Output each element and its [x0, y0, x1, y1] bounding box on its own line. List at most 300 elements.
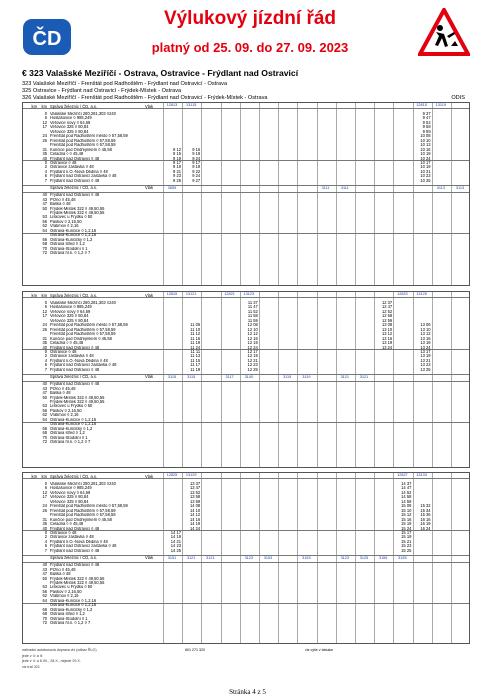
station-name: Frenštát pod Radhoštěm ¤ 57,58,59 — [50, 513, 116, 518]
row-km: 17 — [42, 124, 47, 130]
time-cell: 9 15 — [173, 151, 181, 157]
time-cell: 10 21 — [420, 168, 431, 174]
time-cell: 14 19 — [170, 534, 181, 540]
time-cell: 9 17 — [173, 159, 181, 165]
line-title: € 323 Valašské Meziříčí - Ostrava, Ostravice - Frýdlant nad Ostravicí — [22, 68, 299, 78]
time-cell: 13 58 — [189, 494, 201, 500]
row-km: 2 — [44, 353, 47, 359]
station-name: Baška ¤ 48 — [50, 202, 71, 207]
train-number: 3115 — [167, 375, 177, 380]
time-cell: 13 23 — [420, 362, 431, 368]
row-km: 64 — [42, 416, 47, 422]
row-km: 62 — [42, 412, 47, 418]
station-name: Ostrava-Kunčice ¤ 1,2,16 — [50, 417, 97, 422]
row-km: 47 — [42, 390, 47, 396]
time-cell: 15 36 — [420, 512, 431, 518]
station-name: Frenštát pod Radhoštěm ¤ 57,58,59 — [50, 138, 116, 143]
time-cell: 15 25 — [401, 547, 412, 553]
time-cell: 13 19 — [420, 353, 431, 359]
station-name: Frýdlant n.O.-Nová Dědina ¤ 48 — [50, 539, 108, 544]
time-cell: 10 25 — [420, 177, 431, 183]
time-cell: 15 17 — [401, 529, 412, 535]
station-name: Veřovice nový ¤ 64,69 — [50, 120, 91, 125]
row-km: 66 — [42, 606, 47, 612]
row-km: 53 — [42, 403, 47, 409]
time-cell: 11 52 — [247, 308, 258, 314]
footer-note: náhradní autobusová doprava viz (odkaz ŘLO) — [22, 648, 97, 652]
station-name: Frenštát pod Radhoštěm město ¤ 57,58,59 — [50, 134, 128, 139]
train-number: 3153 — [263, 556, 273, 561]
time-cell: 11 13 — [190, 353, 201, 359]
train-number: 12825 — [166, 473, 178, 478]
station-name: Paskov ¤ 2,16,50 — [50, 219, 82, 224]
train-number: 13123 — [243, 292, 255, 297]
station-name: Ostrava-Kunčice ¤ 1,2,16 — [50, 598, 97, 603]
km-header: km — [31, 292, 37, 298]
station-name: Ostravice ¤ 48 — [50, 160, 77, 165]
time-cell: 13 12 — [381, 331, 393, 337]
km2-header: km — [41, 473, 47, 479]
time-cell: 14 52 — [401, 489, 412, 495]
row-km: 0 — [44, 300, 47, 305]
row-km: 47 — [42, 201, 47, 207]
station-name: Ostrava střed ¤ 1,2 — [50, 242, 85, 247]
row-km: 70 — [42, 615, 47, 621]
train-number: 3113 — [455, 186, 465, 191]
row-km: 68 — [42, 241, 47, 247]
km2-header: km — [41, 292, 47, 298]
train-number: 3119 — [283, 375, 292, 380]
time-cell: 11 24 — [190, 344, 201, 350]
operator-header: Správa železnic / ČD, a.s. — [50, 103, 98, 109]
station-name: Pržno ¤ 45,48 — [50, 386, 76, 391]
row-km: 31 — [42, 516, 47, 522]
time-cell: 11 59 — [247, 317, 258, 323]
station-name: Ostrava střed ¤ 1,2 — [50, 612, 85, 617]
row-km: 72 — [42, 439, 47, 445]
station-name: Frýdlant n.O.-Nová Dědina ¤ 48 — [50, 169, 108, 174]
row-km: 7 — [44, 177, 47, 183]
time-cell: 13 10 — [381, 326, 393, 332]
time-cell: 10 24 — [420, 155, 431, 161]
row-km: 4 — [44, 357, 47, 363]
train-number: 3155 — [398, 556, 407, 561]
time-cell: 9 52 — [422, 119, 431, 125]
time-cell: 13 19 — [420, 340, 431, 346]
train-header: Vlak — [145, 292, 153, 298]
time-cell: 9 27 — [192, 177, 201, 183]
station-name: Kunčice pod Ondřejníkem ¤ 45,58 — [50, 517, 112, 522]
row-km: 50 — [42, 394, 47, 400]
row-km: 24 — [42, 322, 47, 328]
station-name: Ostrava-Kunčičky ¤ 1,2 — [50, 607, 93, 612]
station-name: Frýdek-Místek 322 ¤ 49,50,55 — [50, 206, 105, 211]
time-cell: 14 58 — [401, 494, 412, 500]
row-km: 43 — [42, 566, 47, 572]
page-header — [0, 0, 495, 66]
time-cell: 10 10 — [420, 137, 431, 143]
train-number: 3111 — [321, 186, 330, 191]
time-cell: 9 23 — [173, 173, 181, 179]
station-name: Pržno ¤ 45,48 — [50, 197, 76, 202]
station-name: Frenštát pod Radhoštěm ¤ 57,58,59 — [50, 332, 116, 337]
km-header: km — [31, 103, 37, 109]
table-header-row — [23, 556, 469, 560]
timetable-block-3 — [22, 472, 470, 644]
row-km: 72 — [42, 620, 47, 626]
time-cell: 10 08 — [420, 133, 431, 139]
station-name: Frýdlant nad Ostravicí zastávka ¤ 48 — [50, 363, 117, 368]
time-cell: 15 16 — [401, 516, 412, 522]
station-name: Ostravice ¤ 48 — [50, 530, 77, 535]
row-km: 7 — [44, 366, 47, 372]
time-cell: 12 23 — [247, 362, 258, 368]
train-header: Vlak — [145, 473, 153, 479]
row-km: 68 — [42, 430, 47, 436]
station-name: Frýdek-Místek 322 ¤ 49,50,55 — [50, 395, 105, 400]
time-cell: 13 16 — [420, 335, 431, 341]
time-cell: 14 17 — [170, 529, 181, 535]
station-name: Veřovice 325 ¤ 80,84 — [50, 125, 89, 130]
page-subtitle: platný od 25. 09. do 27. 09. 2023 — [151, 40, 349, 55]
time-cell: 12 25 — [247, 366, 258, 372]
route-line: 323 Valašské Meziříčí - Frenštát pod Radhoštěm - Frýdlant nad Ostravicí - Ostrava — [22, 81, 228, 87]
train-number: 3121 — [359, 375, 369, 380]
row-km: 62 — [42, 223, 47, 229]
train-number: 13125 — [416, 292, 427, 297]
station-name: Valašské Meziříčí 280,281,303 ¤240 — [50, 482, 116, 486]
time-cell: 12 19 — [247, 353, 258, 359]
km2-header: km — [41, 103, 47, 109]
time-cell: 9 12 — [173, 146, 181, 152]
station-name: Lískovec u Frýdku ¤ 50 — [50, 404, 93, 409]
time-cell: 12 52 — [381, 308, 393, 314]
time-cell: 12 58 — [381, 313, 393, 319]
time-cell: 13 24 — [381, 344, 393, 350]
time-cell: 14 23 — [170, 543, 181, 549]
row-km: 40 — [42, 381, 47, 387]
row-km: 2 — [44, 534, 47, 540]
station-name: Ostrava-Stodolní ¤ 1 — [50, 435, 88, 440]
train-number: 3111 — [340, 186, 349, 191]
station-name: Veřovice 325 ¤ 80,84 — [50, 318, 89, 323]
row-km: 26 — [42, 507, 47, 513]
time-cell: 9 16 — [192, 146, 201, 152]
row-km: 12 — [42, 119, 47, 125]
station-name: Frýdlant nad Ostravicí zastávka ¤ 48 — [50, 544, 117, 549]
row-km: 6 — [44, 304, 47, 310]
time-cell: 13 06 — [420, 322, 431, 328]
station-name: Frýdlant nad Ostravicí ¤ 48 — [50, 345, 100, 350]
row-km: 12 — [42, 489, 47, 495]
row-km: 31 — [42, 146, 47, 152]
station-name: Ostrava-Stodolní ¤ 1 — [50, 616, 88, 621]
station-name: Ostravice zastávka ¤ 48 — [50, 165, 94, 170]
row-km: 35 — [42, 340, 47, 346]
time-cell: 15 08 — [401, 503, 412, 509]
station-name: Veřovice nový ¤ 64,69 — [50, 309, 91, 314]
station-name: Frýdek-Místek 322 ¤ 49,50,55 — [50, 576, 105, 581]
train-number: 3151 — [167, 556, 177, 561]
time-cell: 13 37 — [189, 481, 201, 486]
time-cell: 12 19 — [247, 340, 258, 346]
time-cell: 15 23 — [401, 543, 412, 549]
station-name: Ostravice ¤ 48 — [50, 349, 77, 354]
train-number: 3119 — [302, 375, 311, 380]
station-name: Ostrava střed ¤ 1,2 — [50, 431, 85, 436]
row-km: 72 — [42, 250, 47, 256]
station-name: Hostašovice ¤ 985,249 — [50, 116, 92, 121]
station-name: Veřovice 325 ¤ 80,84 — [50, 495, 89, 500]
time-cell: 15 19 — [401, 521, 412, 527]
table-header-row — [23, 103, 469, 109]
time-cell: 11 17 — [190, 362, 201, 368]
time-cell: 12 21 — [247, 357, 258, 363]
row-km: 0 — [44, 111, 47, 116]
table-row — [23, 440, 469, 444]
time-cell: 11 15 — [190, 357, 201, 363]
station-name: Veřovice 325 ¤ 80,84 — [50, 314, 89, 319]
table-header-row — [23, 186, 469, 190]
row-km: 24 — [42, 133, 47, 139]
time-cell: 13 21 — [420, 357, 431, 363]
time-cell: 12 59 — [381, 317, 393, 323]
station-name: Frýdlant nad Ostravicí ¤ 48 — [50, 178, 100, 183]
route-line: 326 Valašské Meziříčí - Frenštát pod Radhoštěm - Frýdlant nad Ostravicí - Frýdek-Místek - Ostrava — [22, 95, 268, 101]
row-km: 31 — [42, 335, 47, 341]
station-name: Ostrava-Stodolní ¤ 1 — [50, 246, 88, 251]
train-number: 3153 — [302, 556, 311, 561]
km-header: km — [31, 473, 37, 479]
time-cell: 9 19 — [192, 164, 201, 170]
time-cell: 10 17 — [420, 159, 431, 165]
station-name: Frýdlant nad Ostravicí ¤ 48 — [50, 382, 100, 387]
station-name: Kunčice pod Ondřejníkem ¤ 45,58 — [50, 336, 112, 341]
row-km: 17 — [42, 494, 47, 500]
time-cell: 13 12 — [420, 331, 431, 337]
table-row — [23, 621, 469, 625]
row-km: 43 — [42, 385, 47, 391]
row-km: 0 — [44, 159, 47, 165]
station-name: Frenštát pod Radhoštěm ¤ 57,58,59 — [50, 508, 116, 513]
time-cell: 9 19 — [173, 155, 181, 161]
row-km: 0 — [44, 529, 47, 535]
footer-notes — [22, 648, 462, 670]
station-name: Baška ¤ 48 — [50, 572, 71, 577]
train-number: 12815 — [416, 103, 427, 108]
row-km: 17 — [42, 313, 47, 319]
row-km: 40 — [42, 525, 47, 531]
station-name: Frýdek-Místek 322 ¤ 49,50,55 — [50, 400, 105, 404]
station-name: Ostrava-Kunčice ¤ 1,2,16 — [50, 603, 97, 608]
time-cell: 15 12 — [401, 512, 412, 518]
station-name: Ostrava-Kunčice ¤ 1,2,16 — [50, 228, 97, 233]
time-cell: 13 17 — [420, 348, 431, 354]
train-number: 3113 — [436, 186, 445, 191]
station-name: Veřovice 325 ¤ 80,84 — [50, 129, 89, 134]
station-name: Ostravice zastávka ¤ 48 — [50, 535, 94, 540]
time-cell: 14 25 — [170, 547, 181, 553]
train-number: 3123 — [244, 556, 254, 561]
time-cell: 13 16 — [381, 335, 393, 341]
time-cell: 9 17 — [192, 159, 201, 165]
roadwork-warning-icon — [418, 8, 470, 58]
station-name: Pržno ¤ 45,48 — [50, 567, 76, 572]
time-cell: 9 24 — [192, 173, 201, 179]
operator-header: Správa železnic / ČD, a.s. — [50, 292, 98, 298]
station-name: Čeladná ◊ ¤ 45,48 — [50, 522, 84, 527]
row-km: 6 — [44, 485, 47, 491]
time-cell: 14 47 — [401, 485, 412, 491]
time-cell: 14 59 — [401, 498, 412, 504]
time-cell: 13 19 — [381, 340, 393, 346]
table-row — [23, 251, 469, 255]
time-cell: 10 16 — [420, 146, 431, 152]
page-title: Výlukový jízdní řád — [163, 8, 337, 29]
row-km: 43 — [42, 196, 47, 202]
station-name: Ostrava hl.n. ¤ 1,2 ¤ 7 — [50, 440, 91, 445]
time-cell: 9 47 — [422, 115, 431, 121]
row-km: 6 — [44, 362, 47, 368]
row-km: 12 — [42, 308, 47, 314]
row-km: 40 — [42, 155, 47, 161]
svg-text:ČD: ČD — [32, 28, 62, 50]
time-cell: 14 19 — [189, 521, 201, 527]
row-km: 4 — [44, 168, 47, 174]
row-km: 6 — [44, 115, 47, 121]
time-cell: 15 34 — [420, 507, 431, 513]
route-line: 325 Ostravice - Frýdlant nad Ostravicí - Frýdek-Místek - Ostrava — [22, 88, 182, 94]
station-name: Kunčice pod Ondřejníkem ¤ 45,58 — [50, 147, 112, 152]
station-name: Frýdlant nad Ostravicí zastávka ¤ 48 — [50, 174, 117, 179]
time-cell: 12 17 — [247, 348, 258, 354]
train-number: 12823 — [397, 292, 408, 297]
train-number: 3117 — [225, 375, 234, 380]
station-name: Frenštát pod Radhoštěm ¤ 57,58,59 — [50, 143, 116, 148]
station-name: Ostrava-Kunčičky ¤ 1,2 — [50, 237, 93, 242]
row-km: 56 — [42, 218, 47, 224]
train-header: Vlak — [145, 185, 153, 191]
time-cell: 13 08 — [381, 322, 393, 328]
time-cell: 11 11 — [190, 348, 201, 354]
station-name: Frýdlant nad Ostravicí ¤ 48 — [50, 526, 100, 531]
row-km: 6 — [44, 543, 47, 549]
table-header-row — [23, 292, 469, 298]
time-cell: 11 37 — [247, 300, 258, 305]
row-km: 40 — [42, 562, 47, 568]
row-km: 26 — [42, 137, 47, 143]
time-cell: 13 25 — [420, 366, 431, 372]
station-name: Frýdlant nad Ostravicí ¤ 48 — [50, 156, 100, 161]
station-name: Lískovec u Frýdku ¤ 50 — [50, 585, 93, 590]
see-above-note: viz výše v tabulce — [305, 648, 334, 652]
table-header-row — [23, 375, 469, 379]
train-number: 13133 — [416, 473, 427, 478]
timetable-block-1 — [22, 102, 470, 286]
time-cell: 11 12 — [190, 331, 201, 337]
time-cell: 14 24 — [189, 525, 201, 531]
footer-note: viz trať 321 — [22, 664, 40, 669]
time-cell: 11 16 — [190, 335, 201, 341]
time-cell: 10 23 — [420, 173, 431, 179]
station-name: Ostrava-Kunčice ¤ 1,2,16 — [50, 422, 97, 427]
train-header: Vlak — [145, 374, 153, 380]
table-header-row — [23, 473, 469, 479]
row-km: 64 — [42, 597, 47, 603]
time-cell: 14 08 — [189, 503, 201, 509]
time-cell: 14 37 — [401, 481, 412, 486]
row-km: 64 — [42, 227, 47, 233]
row-km: 50 — [42, 205, 47, 211]
operator-header: Správa železnic / ČD, a.s. — [50, 375, 98, 380]
row-km: 35 — [42, 521, 47, 527]
row-km: 56 — [42, 407, 47, 413]
train-number: 13119 — [435, 103, 446, 108]
row-km: 40 — [42, 192, 47, 198]
station-name: Baška ¤ 48 — [50, 391, 71, 396]
time-cell: 13 59 — [189, 498, 201, 504]
station-name: Veřovice nový ¤ 64,69 — [50, 490, 91, 495]
time-cell: 16 16 — [420, 516, 431, 522]
operator-header: Správa železnic / ČD, a.s. — [50, 473, 98, 479]
time-cell: 15 10 — [401, 507, 412, 513]
time-cell: 12 47 — [381, 304, 393, 310]
row-km: 0 — [44, 348, 47, 354]
footer-note: jede v ⑤ a 8.VII., 28.X., nejede 29.X. — [22, 659, 81, 663]
row-km: 53 — [42, 584, 47, 590]
time-cell: 9 22 — [192, 168, 201, 174]
time-cell: 13 24 — [420, 344, 431, 350]
station-name: Ostrava-Kunčice ¤ 1,2,16 — [50, 233, 97, 238]
station-name: Vratimov ¤ 2,16 — [50, 413, 79, 418]
time-cell: 12 10 — [247, 326, 258, 332]
train-number: 3140 — [244, 375, 254, 380]
time-cell: 12 37 — [381, 300, 393, 305]
time-cell: 11 19 — [190, 340, 201, 346]
row-km: 2 — [44, 164, 47, 170]
time-cell: 9 24 — [192, 155, 201, 161]
time-cell: 10 19 — [420, 164, 431, 170]
station-name: Frenštát pod Radhoštěm město ¤ 57,58,59 — [50, 323, 128, 328]
station-name: Valašské Meziříčí 280,281,303 ¤240 — [50, 301, 116, 305]
time-cell: 11 06 — [190, 322, 201, 328]
train-number: 3123 — [340, 556, 350, 561]
station-name: Čeladná ◊ ¤ 45,48 — [50, 152, 84, 157]
time-cell: 15 21 — [401, 538, 412, 544]
train-number: 13121 — [185, 292, 197, 297]
station-name: Frýdek-Místek 322 ¤ 49,50,55 — [50, 581, 105, 585]
train-number: 3121 — [340, 375, 350, 380]
time-cell: 13 10 — [420, 326, 431, 332]
station-name: Veřovice 325 ¤ 80,84 — [50, 499, 89, 504]
train-header: Vlak — [145, 103, 153, 109]
train-number: 3659 — [167, 186, 177, 191]
operator-header: Správa železnic / ČD, a.s. — [50, 556, 98, 561]
station-name: Vratimov ¤ 2,16 — [50, 224, 79, 229]
time-cell: 16 19 — [420, 521, 431, 527]
time-cell: 9 37 — [422, 111, 431, 116]
page-number: Stránka 4 z 5 — [229, 688, 266, 696]
station-name: Lískovec u Frýdku ¤ 50 — [50, 215, 93, 220]
time-cell: 9 59 — [422, 128, 431, 134]
operator-header: Správa železnic / ČD, a.s. — [50, 186, 98, 191]
station-name: Frýdlant nad Ostravicí ¤ 48 — [50, 563, 100, 568]
train-header: Vlak — [145, 555, 153, 561]
time-cell: 9 58 — [422, 124, 431, 130]
time-cell: 13 47 — [189, 485, 201, 491]
row-km: 40 — [42, 344, 47, 350]
train-number: 3115 — [187, 375, 196, 380]
